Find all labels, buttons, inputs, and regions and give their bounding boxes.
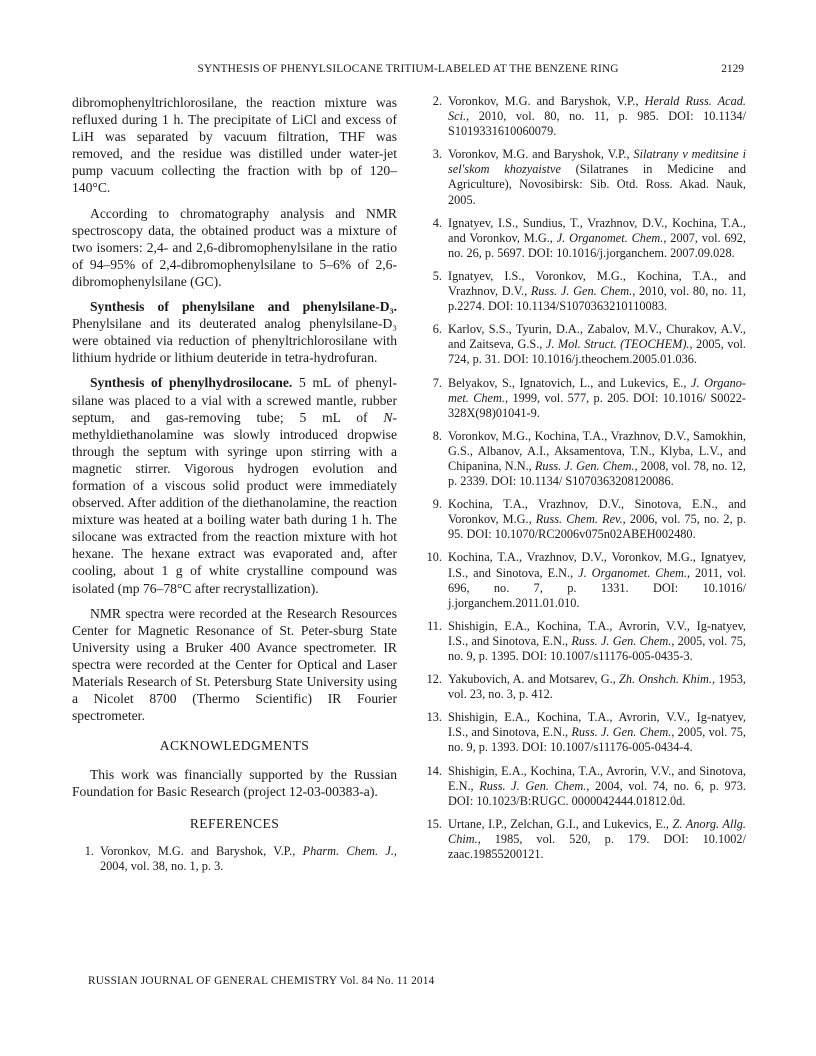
reference-journal: Herald Russ. Acad. Sci. (448, 94, 746, 124)
reference-text (448, 817, 746, 862)
reference-authors: Karlov, S.S., Tyurin, D.A., Zabalov, M.V., Churakov, A.V., and Zaitseva, G.S., (448, 322, 746, 352)
reference-details: , 2011, vol. 696, no. 7, p. 1331. DOI: 10.1016/ j.jorganchem.2011.01.010. (448, 565, 746, 610)
reference-details: , 2010, vol. 80, no. 11, p. 985. DOI: 10.1134/ S1019331610060079. (448, 109, 746, 139)
reference-text (448, 710, 746, 755)
reference-item (420, 216, 746, 261)
reference-number: 5. (432, 268, 442, 283)
reference-number: 4. (432, 215, 442, 230)
right-column (420, 94, 746, 870)
reference-text (448, 269, 746, 314)
references-heading: REFERENCES (189, 815, 280, 831)
reference-details: , 2005, vol. 75, no. 9, p. 1395. DOI: 10.1007/s11176-005-0435-3. (448, 633, 747, 663)
running-header (72, 63, 744, 79)
reference-authors: Kochina, T.A., Vrazhnov, D.V., Sinotova, E.N., and Voronkov, M.G., (448, 497, 746, 527)
reference-number: 11. (427, 618, 442, 633)
subheading-phenylhydrosilocane: Synthesis of phenylhydrosilocane. (90, 375, 293, 391)
paragraph-nmr: NMR spectra were recorded at the Research Resources Center for Magnetic Resonance of St. Peter-sburg State University using a Bruker 400 Avance spectrometer. IR spectra were recorded at the Center for Optical and Laser Materials Research of St. Petersburg State University using a Nicolet 8700 (Thermo Scientific) IR Fourier spectrometer. (72, 605, 397, 724)
reference-details: , 2005, vol. 724, p. 31. DOI: 10.1016/j.theochem.2005.01.036. (448, 337, 746, 367)
reference-text (448, 672, 746, 702)
reference-item (420, 497, 746, 542)
reference-journal: Z. Anorg. Allg. Chim. (448, 816, 747, 846)
reference-authors: Voronkov, M.G. and Baryshok, V.P., (448, 94, 645, 108)
reference-journal: Russ. J. Gen. Chem. (571, 633, 672, 648)
reference-authors: Ignatyev, I.S., Sundius, T., Vrazhnov, D.V., Kochina, T.A., and Voronkov, M.G., (448, 215, 746, 245)
reference-text (448, 619, 746, 664)
reference-number: 3. (432, 147, 442, 162)
reference-details: , 1985, vol. 520, p. 179. DOI: 10.1002/ zaac.19855200121. (448, 831, 746, 862)
journal-footer: RUSSIAN JOURNAL OF GENERAL CHEMISTRY Vol. 84 No. 11 2014 (88, 975, 435, 987)
reference-journal: Russ. J. Gen. Chem. (479, 778, 587, 793)
reference-authors: Voronkov, M.G. and Baryshok, V.P., (100, 843, 303, 858)
reference-text (448, 550, 746, 610)
reference-journal: Russ. J. Gen. Chem. (571, 725, 672, 740)
reference-authors: Voronkov, M.G., Kochina, T.A., Vrazhnov, D.V., Samokhin, G.S., Albanov, A.I., Aksamentova, T.N., Klyba, L.V., and Chipanina, N.N., (448, 428, 746, 473)
paragraph-phenylsilane-body: Phenylsilane and its deuterated analog phenylsilane-D₃ were obtained via reduction of phenyltrichlorosilane with lithium hydride or lithium deuteride in tetra-hydrofuran. (72, 316, 397, 366)
reference-number: 9. (432, 497, 442, 512)
reference-item (420, 764, 746, 809)
reference-details: , 2008, vol. 78, no. 12, p. 2339. DOI: 10.1134/ S1070363208120086. (448, 458, 746, 489)
reference-item (420, 817, 746, 862)
reference-text (448, 322, 746, 367)
reference-number: 12. (426, 672, 442, 687)
reference-journal: Zh. Onshch. Khim., (619, 672, 716, 687)
reference-item (420, 672, 746, 702)
reference-text (448, 216, 746, 261)
paragraph-silocane-body-a: 5 mL of phenyl-silane was placed to a vial with a screwed mantle, rubber septum, and gas-removing tube; 5 mL of (72, 375, 397, 425)
reference-authors: Voronkov, M.G. and Baryshok, V.P., (448, 147, 634, 162)
reference-journal: J. Organomet. Chem. (578, 565, 687, 580)
reference-journal: Russ. J. Gen. Chem. (530, 284, 633, 299)
reference-authors: Belyakov, S., Ignatovich, L., and Lukevics, E., (448, 375, 692, 390)
reference-authors: Shishigin, E.A., Kochina, T.A., Avrorin, V.V., Ig-natyev, I.S., and Sinotova, E.N., (448, 710, 746, 740)
reference-item (72, 844, 397, 874)
paragraph-continued: dibromophenyltrichlorosilane, the reaction mixture was refluxed during 1 h. The precipitate of LiCl and excess of LiH was separated by vacuum filtration, THF was removed, and the residue was distilled under water-jet pump vacuum collecting the fraction with bp of 120–140°C. (72, 95, 397, 196)
reference-authors: Kochina, T.A., Vrazhnov, D.V., Voronkov, M.G., Ignatyev, I.S., and Sinotova, E.N., (448, 550, 746, 580)
reference-details: , 2006, vol. 75, no. 2, p. 95. DOI: 10.1070/RC2006v075n02ABEH002480. (448, 512, 746, 542)
running-title: SYNTHESIS OF PHENYLSILOCANE TRITIUM-LABELED AT THE BENZENE RING (197, 63, 619, 75)
reference-item (420, 147, 746, 207)
reference-details: 1953, vol. 23, no. 3, p. 412. (448, 672, 746, 702)
reference-item (420, 710, 746, 755)
paragraph-silocane-body-b: -methyldiethanolamine was slowly introduced dropwise through the septum with syringe upon stirring with a magnetic stirrer. Vigorous hydrogen evolution and formation of a viscous solid product were immediately observed. After addition of the diethanolamine, the reaction mixture was heated at a boiling water bath during 1 h. The silocane was extracted from the reaction mixture with hot hexane. The hexane extract was evaporated and, after cooling, about 1 g of white crystalline compound was isolated (mp 76–78°C after recrystallization). (72, 409, 397, 596)
reference-item (420, 429, 746, 489)
paragraph-silocane-italic: N (383, 409, 393, 425)
reference-item (420, 619, 746, 664)
subheading-phenylsilane: Synthesis of phenylsilane and phenylsilane-D₃. (90, 299, 397, 315)
reference-text (448, 764, 746, 809)
reference-text (100, 844, 397, 874)
reference-item (420, 94, 746, 139)
reference-number: 10. (426, 550, 442, 565)
reference-details: , 2010, vol. 80, no. 11, p.2274. DOI: 10.1134/S1070363210110083. (448, 284, 746, 314)
acknowledgments-text: This work was financially supported by the Russian Foundation for Basic Research (project 12-03-00383-a). (72, 767, 397, 800)
reference-item (420, 550, 746, 610)
reference-text (448, 429, 746, 489)
reference-number: 2. (432, 94, 442, 108)
acknowledgments-heading: ACKNOWLEDGMENTS (159, 738, 310, 754)
reference-journal: J. Organo-met. Chem. (448, 375, 746, 405)
reference-text (448, 147, 746, 207)
reference-details: , 2007, vol. 692, no. 26, p. 5697. DOI: 10.1016/j.jorganchem. 2007.09.028. (448, 230, 747, 260)
reference-text (448, 497, 746, 542)
reference-number: 14. (426, 763, 442, 778)
reference-number: 7. (432, 375, 442, 390)
reference-details: , 1999, vol. 577, p. 205. DOI: 10.1016/ S0022-328X(98)01041-9. (448, 390, 746, 420)
reference-authors: Ignatyev, I.S., Voronkov, M.G., Kochina, T.A., and Vrazhnov, D.V., (448, 268, 746, 299)
reference-number: 1. (84, 843, 94, 858)
reference-journal: Pharm. Chem. J., (302, 843, 397, 858)
page-number: 2129 (721, 63, 744, 75)
reference-number: 13. (426, 710, 442, 725)
reference-journal: J. Organomet. Chem. (556, 230, 664, 245)
reference-details: 2004, vol. 38, no. 1, p. 3. (100, 858, 224, 873)
reference-authors: Shishigin, E.A., Kochina, T.A., Avrorin, V.V., Ig-natyev, I.S., and Sinotova, E.N., (448, 618, 746, 648)
reference-details: , 2004, vol. 74, no. 6, p. 973. DOI: 10.1023/B:RUGC. 0000042444.01812.0d. (448, 778, 746, 808)
reference-journal: J. Mol. Struct. (TEOCHEM). (545, 337, 690, 352)
reference-text (448, 376, 746, 421)
left-column (72, 94, 397, 882)
reference-item (420, 376, 746, 421)
paragraph-phenylsilane (72, 298, 397, 366)
reference-journal: Silatrany v meditsine i sel'skom khozyaistve (448, 147, 747, 177)
reference-journal: Russ. J. Gen. Chem. (534, 458, 635, 473)
reference-details: (Silatranes in Medicine and Agriculture), Novosibirsk: Sib. Otd. Ross. Akad. Nauk, 2005. (448, 162, 747, 207)
reference-number: 8. (432, 428, 442, 443)
reference-authors: Urtane, I.P., Zelchan, G.I., and Lukevics, E., (448, 816, 673, 831)
paragraph-phenylhydrosilocane (72, 374, 397, 596)
reference-number: 6. (432, 322, 442, 337)
reference-authors: Yakubovich, A. and Motsarev, G., (448, 672, 620, 687)
reference-journal: Russ. Chem. Rev. (535, 512, 623, 527)
reference-item (420, 269, 746, 314)
reference-details: , 2005, vol. 75, no. 9, p. 1393. DOI: 10.1007/s11176-005-0434-4. (448, 725, 747, 755)
reference-number: 15. (426, 816, 442, 831)
reference-authors: Shishigin, E.A., Kochina, T.A., Avrorin, V.V., and Sinotova, E.N., (448, 763, 746, 793)
reference-text (448, 94, 746, 139)
paragraph-chromatography: According to chromatography analysis and NMR spectroscopy data, the obtained product was a mixture of two isomers: 2,4- and 2,6-dibromophenylsilane in the ratio of 94–95% of 2,4-dibromophenylsilane to 5–6% of 2,6-dibromophenylsilane (GC). (72, 205, 397, 289)
reference-item (420, 322, 746, 367)
